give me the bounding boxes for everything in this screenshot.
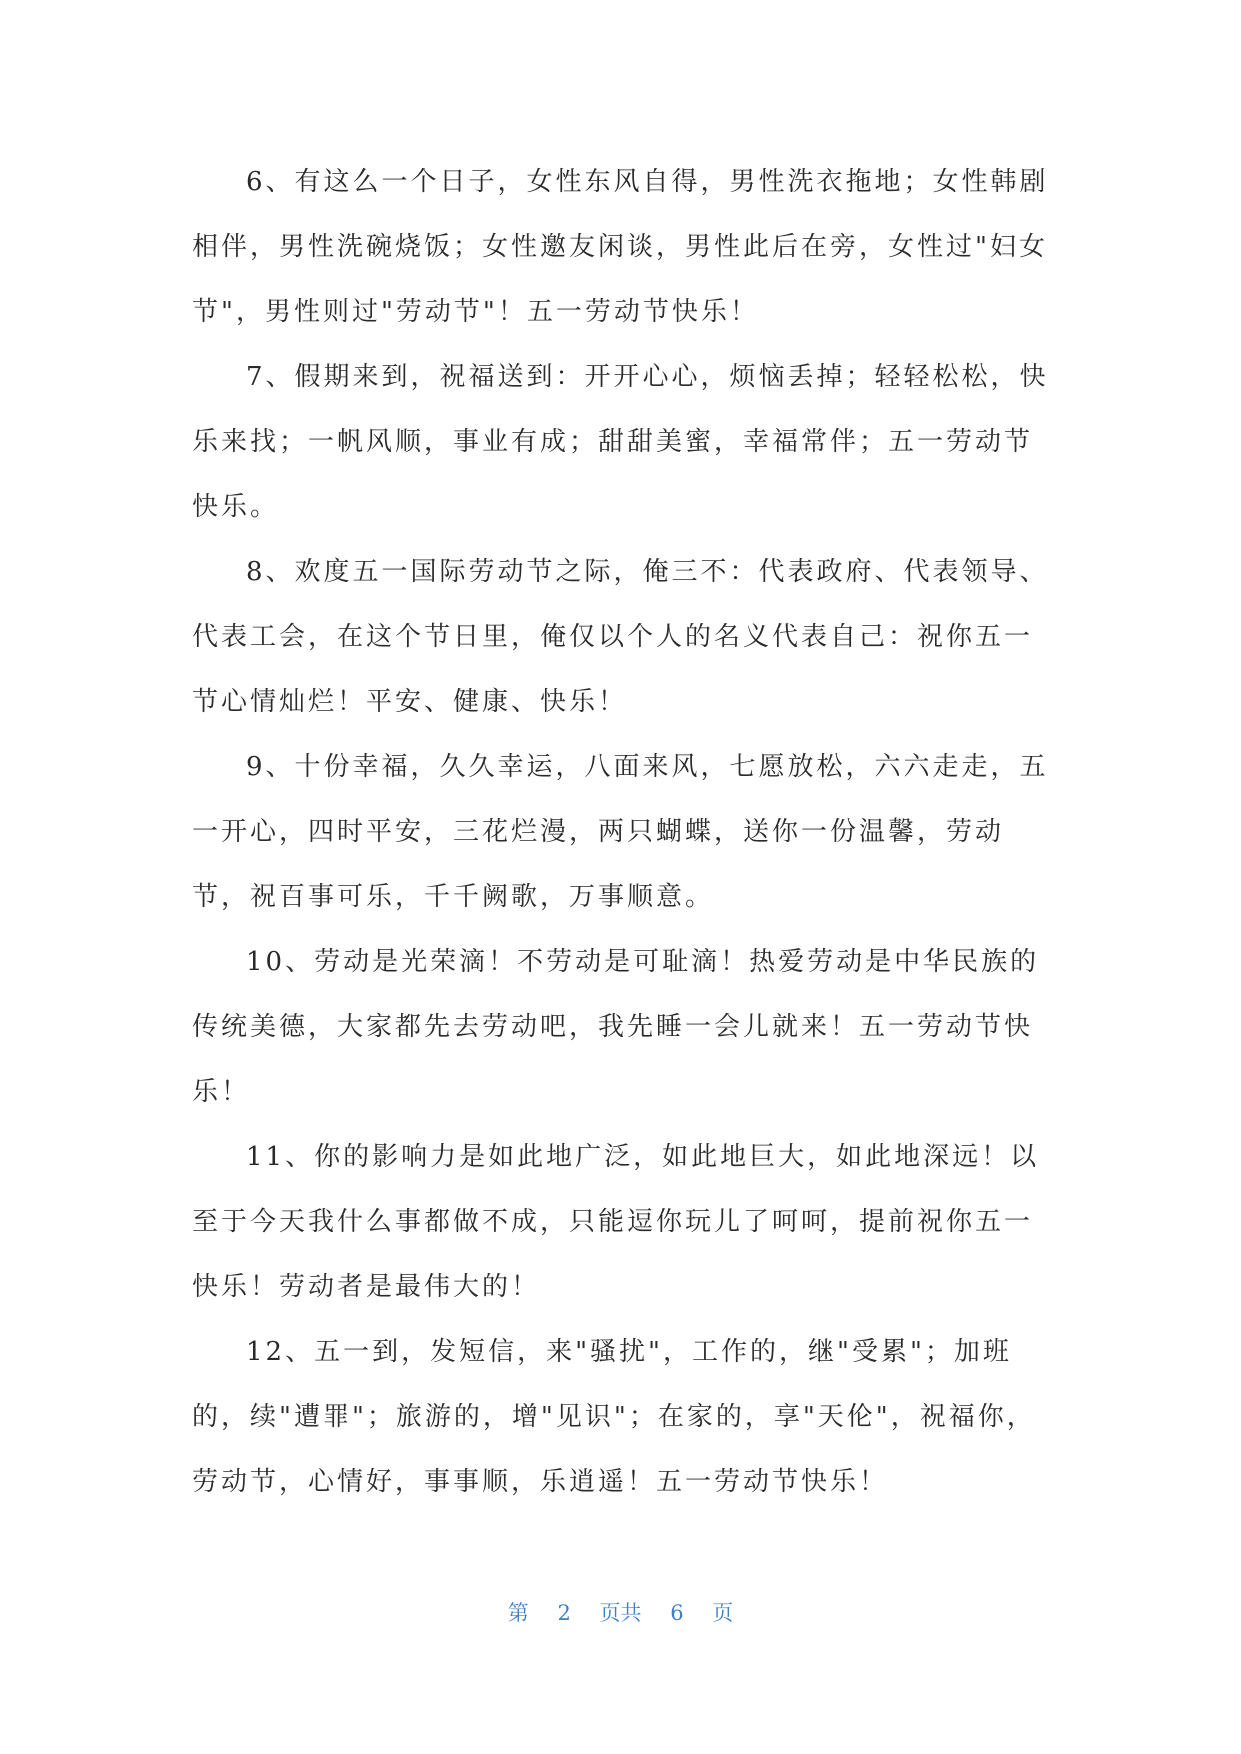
paragraph-line: 相伴，男性洗碗烧饭；女性邀友闲谈，男性此后在旁，女性过"妇女 xyxy=(192,232,1048,262)
paragraph-line: 12、五一到，发短信，来"骚扰"，工作的，继"受累"；加班 xyxy=(246,1337,1012,1367)
paragraph-10 xyxy=(192,930,1052,1125)
paragraph-line: 节，祝百事可乐，千千阙歌，万事顺意。 xyxy=(192,882,715,912)
paragraph-line: 9、十份幸福，久久幸运，八面来风，七愿放松，六六走走，五 xyxy=(246,752,1049,782)
paragraph-line: 一开心，四时平安，三花烂漫，两只蝴蝶，送你一份温馨，劳动 xyxy=(192,817,1005,847)
paragraph-line: 节"，男性则过"劳动节"！五一劳动节快乐！ xyxy=(192,297,759,327)
paragraph-7 xyxy=(192,345,1052,540)
paragraph-line: 8、欢度五一国际劳动节之际，俺三不：代表政府、代表领导、 xyxy=(246,557,1049,587)
current-page-number: 2 xyxy=(557,1601,571,1625)
paragraph-11 xyxy=(192,1125,1052,1320)
page-footer-middle: 页共 xyxy=(599,1601,642,1625)
paragraph-8 xyxy=(192,540,1052,735)
paragraph-9 xyxy=(192,735,1052,930)
paragraph-line: 乐！ xyxy=(192,1077,251,1107)
paragraph-line: 6、有这么一个日子，女性东风自得，男性洗衣拖地；女性韩剧 xyxy=(246,167,1049,197)
paragraph-line: 快乐。 xyxy=(192,492,280,522)
paragraph-line: 的，续"遭罪"；旅游的，增"见识"；在家的，享"天伦"，祝福你， xyxy=(192,1402,1036,1432)
paragraph-line: 传统美德，大家都先去劳动吧，我先睡一会儿就来！五一劳动节快 xyxy=(192,1012,1034,1042)
paragraph-line: 至于今天我什么事都做不成，只能逗你玩儿了呵呵，提前祝你五一 xyxy=(192,1207,1034,1237)
paragraph-line: 10、劳动是光荣滴！不劳动是可耻滴！热爱劳动是中华民族的 xyxy=(246,947,1040,977)
document-body xyxy=(192,150,1052,1515)
paragraph-line: 劳动节，心情好，事事顺，乐逍遥！五一劳动节快乐！ xyxy=(192,1467,889,1497)
paragraph-12 xyxy=(192,1320,1052,1515)
paragraph-6 xyxy=(192,150,1052,345)
paragraph-line: 节心情灿烂！平安、健康、快乐！ xyxy=(192,687,628,717)
paragraph-line: 代表工会，在这个节日里，俺仅以个人的名义代表自己：祝你五一 xyxy=(192,622,1034,652)
page-footer-suffix: 页 xyxy=(712,1601,734,1625)
page-footer-prefix: 第 xyxy=(507,1601,529,1625)
page-footer xyxy=(0,1596,1241,1630)
paragraph-line: 快乐！劳动者是最伟大的！ xyxy=(192,1272,541,1302)
paragraph-line: 11、你的影响力是如此地广泛，如此地巨大，如此地深远！以 xyxy=(246,1142,1040,1172)
total-page-count: 6 xyxy=(670,1601,684,1625)
paragraph-line: 7、假期来到，祝福送到：开开心心，烦恼丢掉；轻轻松松，快 xyxy=(246,362,1049,392)
paragraph-line: 乐来找；一帆风顺，事业有成；甜甜美蜜，幸福常伴；五一劳动节 xyxy=(192,427,1034,457)
